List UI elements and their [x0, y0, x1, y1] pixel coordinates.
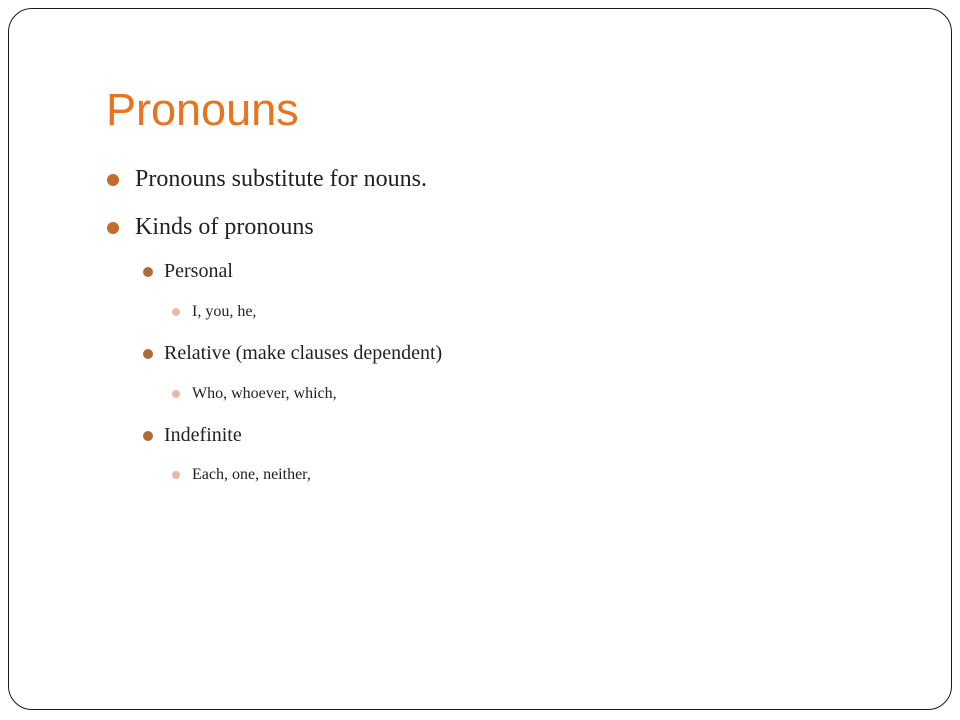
bullet-dot-icon — [172, 308, 180, 316]
bullet-dot-icon — [143, 349, 153, 359]
bullet-dot-icon — [172, 471, 180, 479]
sub-sub-bullet-item — [192, 302, 256, 322]
bullet-text: Pronouns substitute for nouns. — [135, 166, 428, 192]
bullet-dot-icon — [107, 222, 119, 234]
bullet-dot-icon — [143, 431, 153, 441]
sub-sub-bullet-item — [192, 384, 337, 404]
slide-title: Pronouns — [106, 84, 299, 135]
bullet-text: Indefinite — [164, 424, 242, 446]
bullet-text: Who, whoever, which, — [192, 385, 337, 402]
sub-bullet-item — [164, 423, 242, 447]
bullet-text: Relative (make clauses dependent) — [164, 342, 443, 364]
sub-bullet-item — [164, 259, 233, 283]
sub-sub-bullet-item — [192, 465, 311, 485]
bullet-dot-icon — [143, 267, 153, 277]
bullet-item — [135, 213, 314, 241]
bullet-text: I, you, he, — [192, 303, 257, 320]
bullet-dot-icon — [172, 390, 180, 398]
bullet-dot-icon — [107, 174, 119, 186]
bullet-text: Personal — [164, 260, 233, 282]
sub-bullet-item — [164, 341, 442, 365]
bullet-item — [135, 165, 427, 193]
bullet-text: Each, one, neither, — [192, 466, 311, 483]
bullet-text: Kinds of pronouns — [135, 214, 314, 240]
